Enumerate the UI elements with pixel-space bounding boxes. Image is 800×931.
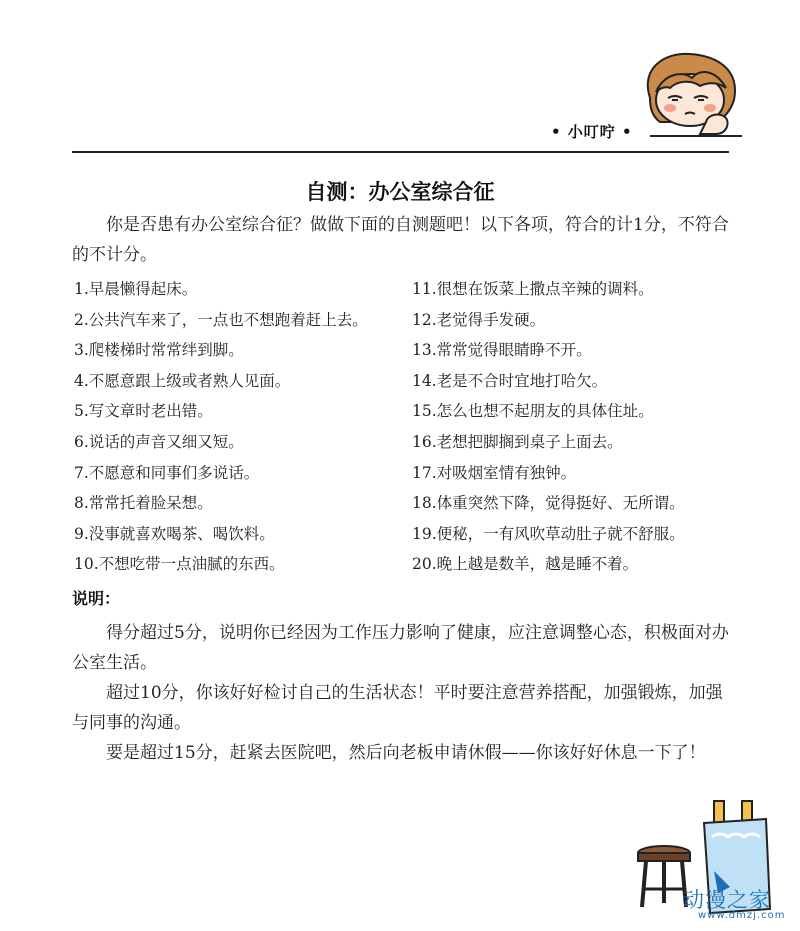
list-item: 15.怎么也想不起朋友的具体住址。 <box>412 402 654 421</box>
list-item: 6.说话的声音又细又短。 <box>74 432 244 451</box>
girl-character-icon <box>630 48 745 138</box>
notes-paragraph: 超过10分，你该好好检讨自己的生活状态！平时要注意营养搭配，加强锻炼，加强与同事的沟通。 <box>72 683 723 733</box>
header-divider <box>72 151 729 153</box>
list-item: 13.常常觉得眼睛睁不开。 <box>412 341 592 360</box>
list-item: 5.写文章时老出错。 <box>74 402 213 421</box>
list-item: 10.不想吃带一点油腻的东西。 <box>74 555 285 574</box>
notes-paragraph: 要是超过15分，赶紧去医院吧，然后向老板申请休假——你该好好休息一下了！ <box>106 743 706 763</box>
list-item: 20.晚上越是数羊，越是睡不着。 <box>412 555 639 574</box>
list-item: 9.没事就喜欢喝茶、喝饮料。 <box>74 524 275 543</box>
list-item: 8.常常托着脸呆想。 <box>74 494 213 513</box>
notes-heading: 说明： <box>72 589 121 608</box>
watermark-logo: 动漫之家 <box>683 888 771 912</box>
question-list-left <box>74 274 368 580</box>
watermark-url: www.dmzj.com <box>698 910 786 921</box>
question-list-right <box>412 274 685 580</box>
list-item: 2.公共汽车来了，一点也不想跑着赶上去。 <box>74 310 368 329</box>
page-title: 自测：办公室综合征 <box>305 180 495 204</box>
section-badge: • 小叮咛 • <box>551 123 633 141</box>
intro-paragraph: 你是否患有办公室综合征？做做下面的自测题吧！以下各项，符合的计1分，不符合的不计分。 <box>72 215 729 265</box>
list-item: 4.不愿意跟上级或者熟人见面。 <box>74 371 291 390</box>
list-item: 12.老觉得手发硬。 <box>412 310 546 329</box>
list-item: 11.很想在饭菜上撒点辛辣的调料。 <box>412 280 654 298</box>
list-item: 7.不愿意和同事们多说话。 <box>74 463 260 482</box>
list-item: 17.对吸烟室情有独钟。 <box>412 463 577 482</box>
list-item: 3.爬楼梯时常常绊到脚。 <box>74 341 244 360</box>
notes-paragraph: 得分超过5分，说明你已经因为工作压力影响了健康，应注意调整心态，积极面对办公室生活。 <box>72 623 729 673</box>
list-item: 1.早晨懒得起床。 <box>74 280 198 298</box>
list-item: 16.老想把脚搁到桌子上面去。 <box>412 432 623 451</box>
list-item: 19.便秘，一有风吹草动肚子就不舒服。 <box>412 524 685 543</box>
list-item: 18.体重突然下降，觉得挺好、无所谓。 <box>412 494 685 513</box>
list-item: 14.老是不合时宜地打哈欠。 <box>412 371 608 390</box>
